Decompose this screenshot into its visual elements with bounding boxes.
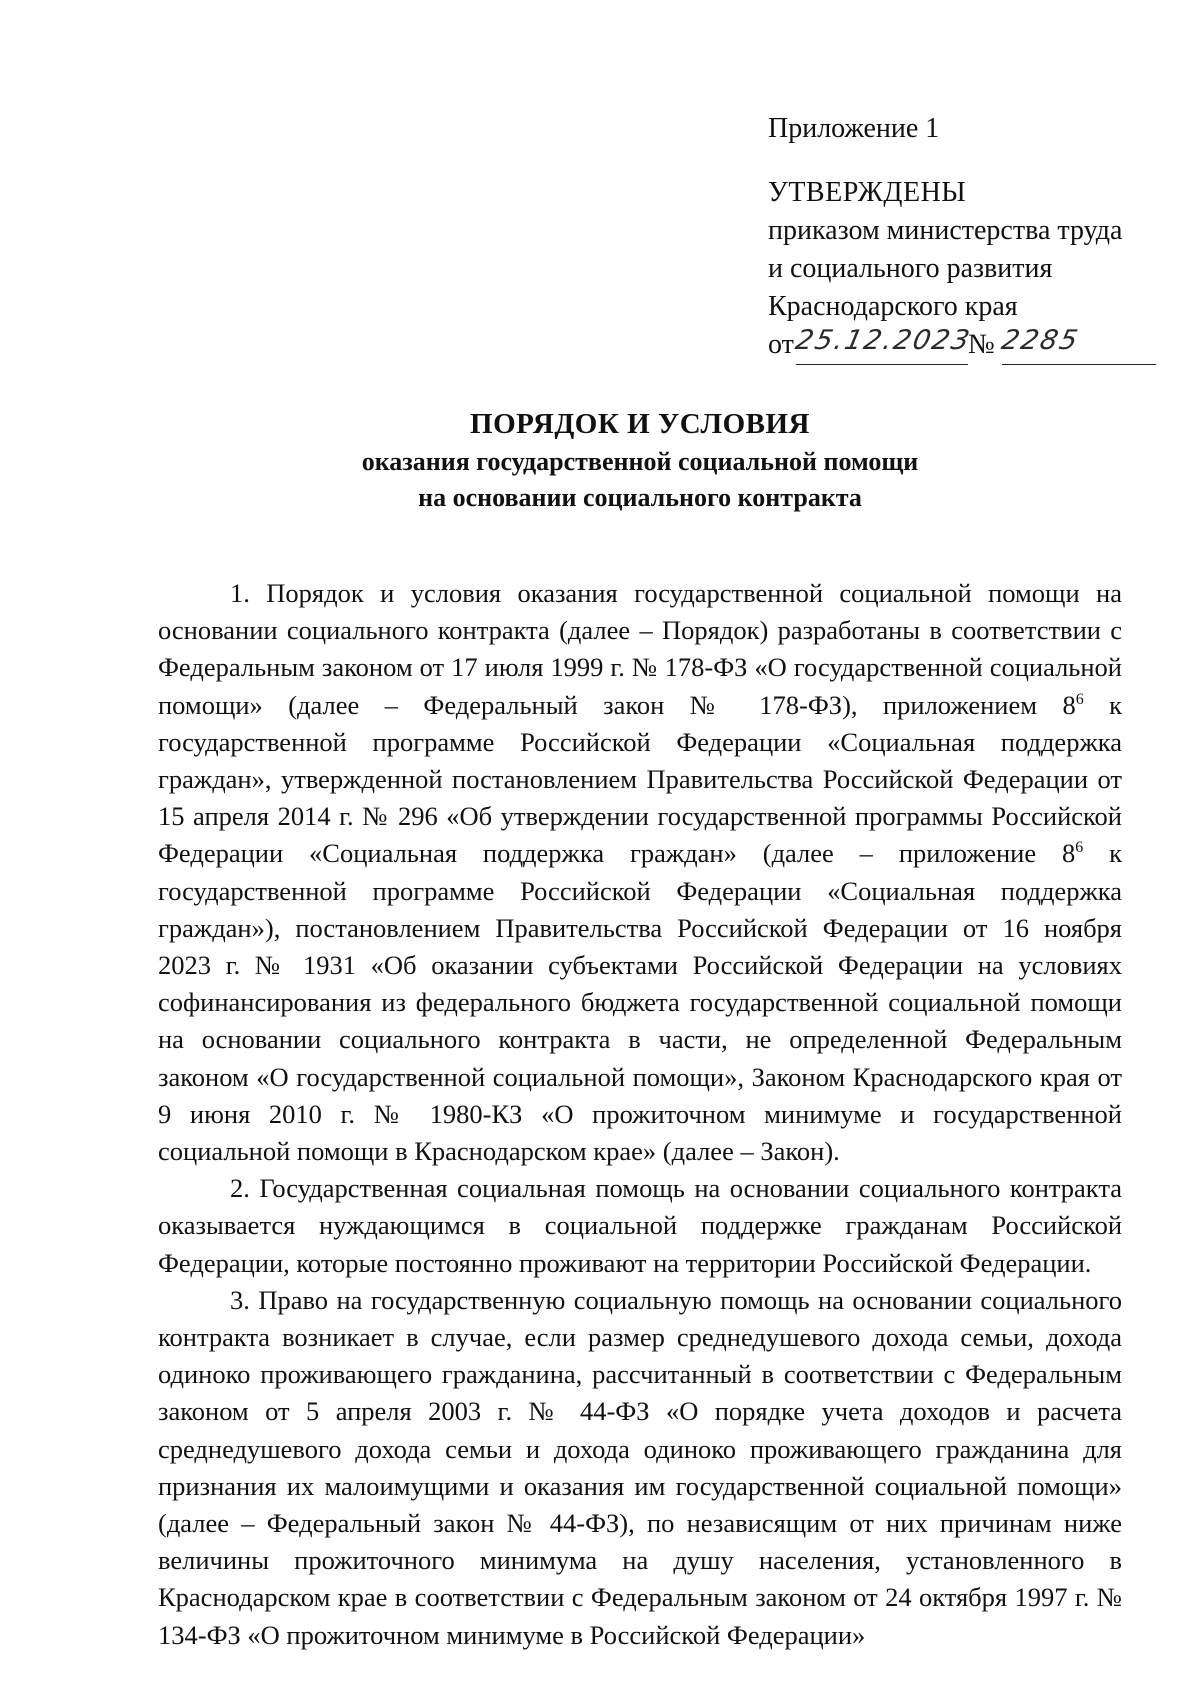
title-line-2: оказания государственной социальной помощи — [361, 447, 919, 476]
number-field — [998, 325, 1156, 365]
paragraph-2: 2. Государственная социальная помощь на основании социального контракта оказывается нуждающимся в социальной поддержке гражданам Российской Федерации, которые постоянно проживают на территории Российской Федерации. — [158, 1173, 1122, 1278]
approved-heading: УТВЕРЖДЕНЫ — [768, 177, 967, 208]
superscript: 6 — [1075, 690, 1084, 708]
spacer — [768, 148, 1122, 174]
paragraph-3: 3. Право на государственную социальную помощь на основании социального контракта возникает в случае, если размер среднедушевого дохода семьи, дохода одиноко проживающего гражданина, рассчитанный в соответствии с Федеральным законом от 5 апреля 2003 г. № 44-ФЗ «О порядке учета доходов и расчета среднедушевого дохода семьи и дохода одиноко проживающего гражданина для признания их малоимущими и оказания им государственной социальной помощи» (далее – Федеральный закон № 44-ФЗ), по независящим от них причинам ниже величины прожиточного минимума на душу населения, установленного в Краснодарском крае в соответствии с Федеральным законом от 24 октября 1997 г. № 134-ФЗ «О прожиточном минимуме в Российской Федерации» — [158, 1284, 1122, 1650]
order-line-3: Краснодарского края — [768, 291, 1018, 322]
superscript: 6 — [1075, 839, 1084, 857]
handwritten-number: 2285 — [998, 325, 1083, 356]
date-prefix: от — [768, 329, 794, 360]
paragraph-1-part-a: 1. Порядок и условия оказания государственной социальной помощи на основании социального контракта (далее – Порядок) разработаны в соответствии с Федеральным законом от 17 июля 1999 г. № 178-ФЗ «О государственной социальной помощи» (далее – Федеральный закон № 178-ФЗ), приложением 8 — [158, 578, 1122, 720]
date-number-line — [768, 326, 1122, 366]
number-sign: № — [968, 329, 995, 360]
title-line-3: на основании социального контракта — [418, 483, 862, 512]
paragraph-1 — [158, 575, 1122, 1170]
paragraph-1-part-c: к государственной программе Российской Федерации «Социальная поддержка граждан»), постановлением Правительства Российской Федерации от 16 ноября 2023 г. № 1931 «Об оказании субъектами Российской Федерации на условиях софинансирования из федерального бюджета государственной социальной помощи на основании социального контракта в части, не определенной Федеральным законом «О государственной социальной помощи», Законом Краснодарского края от 9 июня 2010 г. № 1980-КЗ «О прожиточном минимуме и государственной социальной помощи в Краснодарском крае» (далее – Закон). — [158, 838, 1122, 1167]
paragraph-1-part-b: к государственной программе Российской Федерации «Социальная поддержка граждан», утвержденной постановлением Правительства Российской Федерации от 15 апреля 2014 г. № 296 «Об утверждении государственной программы Российской Федерации «Социальная поддержка граждан» (далее – приложение 8 — [158, 689, 1123, 869]
document-body — [158, 575, 1122, 1654]
document-title — [160, 404, 1120, 516]
approval-block — [768, 110, 1122, 366]
appendix-label: Приложение 1 — [768, 113, 940, 144]
title-line-1: ПОРЯДОК И УСЛОВИЯ — [470, 408, 810, 440]
order-line-2: и социального развития — [768, 253, 1053, 284]
handwritten-date: 25.12.2023 — [792, 325, 974, 356]
date-field — [792, 325, 974, 365]
order-line-1: приказом министерства труда — [768, 215, 1123, 246]
